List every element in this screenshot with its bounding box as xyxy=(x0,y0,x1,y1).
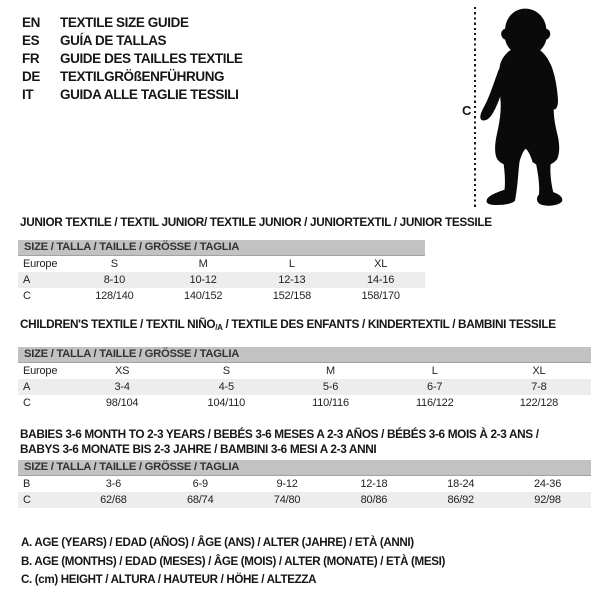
table-row-a xyxy=(18,272,425,288)
table-cell: 74/80 xyxy=(273,494,301,506)
row-label: B xyxy=(23,478,31,490)
row-label: A xyxy=(23,274,31,286)
table-babies xyxy=(18,427,591,508)
table-row-c xyxy=(18,288,425,304)
language-list xyxy=(22,14,243,104)
language-title: GUÍA DE TALLAS xyxy=(60,33,167,48)
table-cell: 152/158 xyxy=(272,290,312,302)
table-title-line xyxy=(20,318,591,334)
title-text: CHILDREN'S TEXTILE / TEXTIL NIÑO xyxy=(20,317,216,331)
table-cell: 7-8 xyxy=(531,381,547,393)
table-cell: L xyxy=(431,365,438,377)
row-label: C xyxy=(23,494,31,506)
footnote-b: B. AGE (MONTHS) / EDAD (MESES) / ÂGE (MOIS) / ALTER (MONATE) / ETÀ (MESI) xyxy=(21,554,446,568)
table-row-europe xyxy=(18,363,591,379)
title-text: BABIES 3-6 MONTH TO 2-3 YEARS / BEBÉS 3-6 MESES A 2-3 AÑOS / BÉBÉS 3-6 MOIS À 2-3 ANS / xyxy=(20,427,539,441)
table-cell: 8-10 xyxy=(103,274,125,286)
table-cell: 12-13 xyxy=(278,274,306,286)
table-row-b xyxy=(18,476,591,492)
language-row-it xyxy=(22,86,243,104)
table-cell: 68/74 xyxy=(186,494,214,506)
table-cell: XS xyxy=(114,365,130,377)
title-text: JUNIOR TEXTILE / TEXTIL JUNIOR/ TEXTILE JUNIOR / JUNIORTEXTIL / JUNIOR TESSILE xyxy=(20,215,492,229)
table-cell: 92/98 xyxy=(534,494,561,506)
footnote-a: A. AGE (YEARS) / EDAD (AÑOS) / ÂGE (ANS) / ALTER (JAHRE) / ETÀ (ANNI) xyxy=(21,536,414,549)
table-title xyxy=(18,215,492,229)
table-cell: M xyxy=(326,365,335,377)
language-title: GUIDE DES TAILLES TEXTILE xyxy=(60,51,243,66)
table-cell: 104/110 xyxy=(207,397,246,409)
table-row-a xyxy=(18,379,591,395)
language-code: FR xyxy=(22,51,40,66)
table-cell: 98/104 xyxy=(105,397,139,409)
table-title-line xyxy=(20,215,492,229)
language-row-es xyxy=(22,32,243,50)
table-junior xyxy=(18,215,492,304)
language-row-en xyxy=(22,14,243,32)
table-cell: 110/116 xyxy=(312,397,349,409)
language-code: EN xyxy=(22,15,40,30)
title-text: / TEXTILE DES ENFANTS / KINDERTEXTIL / BAMBINI TESSILE xyxy=(222,317,556,331)
table-cell: L xyxy=(288,258,295,270)
language-code: IT xyxy=(22,87,34,102)
table-cell: XL xyxy=(532,365,546,377)
table-cell: XL xyxy=(374,258,388,270)
table-cell: 122/128 xyxy=(519,397,559,409)
table-row-c xyxy=(18,395,591,411)
row-label: A xyxy=(23,381,31,393)
table-cell: 14-16 xyxy=(367,274,395,286)
language-title: TEXTILE SIZE GUIDE xyxy=(60,15,189,30)
size-band: SIZE / TALLA / TAILLE / GRÖSSE / TAGLIA xyxy=(18,347,591,363)
table-title xyxy=(18,427,591,457)
table-cell: 116/122 xyxy=(415,397,454,409)
table-cell: 12-18 xyxy=(360,478,388,490)
size-band: SIZE / TALLA / TAILLE / GRÖSSE / TAGLIA xyxy=(18,460,591,476)
table-children xyxy=(18,318,591,411)
language-title: GUIDA ALLE TAGLIE TESSILI xyxy=(60,87,239,102)
row-label: C xyxy=(23,290,31,302)
table-cell: S xyxy=(110,258,118,270)
table-cell: 140/152 xyxy=(183,290,223,302)
table-cell: 128/140 xyxy=(95,290,134,302)
height-dashed-line xyxy=(474,7,476,208)
footnotes xyxy=(21,534,445,590)
table-cell: 3-6 xyxy=(105,478,122,490)
table-row-c xyxy=(18,492,591,508)
row-label: Europe xyxy=(23,365,58,377)
row-label: Europe xyxy=(23,258,58,270)
table-row-europe xyxy=(18,256,425,272)
table-title-line xyxy=(20,442,591,457)
footnote-c: C. (cm) HEIGHT / ALTURA / HAUTEUR / HÖHE / ALTEZZA xyxy=(21,573,317,586)
table-cell: 158/170 xyxy=(361,290,400,302)
baby-silhouette-icon xyxy=(479,1,597,214)
table-cell: S xyxy=(222,365,230,377)
height-label: C xyxy=(462,103,472,118)
table-title-line xyxy=(20,427,591,442)
language-row-de xyxy=(22,68,243,86)
table-cell: 3-4 xyxy=(114,381,130,393)
language-title: TEXTILGRÖßENFÜHRUNG xyxy=(60,69,225,84)
table-title xyxy=(18,318,591,334)
table-cell: 6-9 xyxy=(192,478,208,490)
table-cell: 10-12 xyxy=(189,274,217,286)
language-code: DE xyxy=(22,69,40,84)
title-text: BABYS 3-6 MONATE BIS 2-3 JAHRE / BAMBINI 3-6 MESI A 2-3 ANNI xyxy=(20,442,377,456)
title-subscript: /A xyxy=(215,323,223,332)
table-cell: 5-6 xyxy=(322,381,339,393)
table-cell: 18-24 xyxy=(447,478,475,490)
language-row-fr xyxy=(22,50,243,68)
table-cell: M xyxy=(198,258,208,270)
language-code: ES xyxy=(22,33,40,48)
row-label: C xyxy=(23,397,31,409)
table-cell: 62/68 xyxy=(100,494,127,506)
table-cell: 4-5 xyxy=(218,381,234,393)
baby-figure xyxy=(450,0,600,215)
table-cell: 86/92 xyxy=(447,494,474,506)
size-band: SIZE / TALLA / TAILLE / GRÖSSE / TAGLIA xyxy=(18,240,425,256)
table-cell: 9-12 xyxy=(276,478,298,490)
table-cell: 24-36 xyxy=(533,478,562,490)
table-cell: 80/86 xyxy=(360,494,388,506)
table-cell: 6-7 xyxy=(427,381,443,393)
